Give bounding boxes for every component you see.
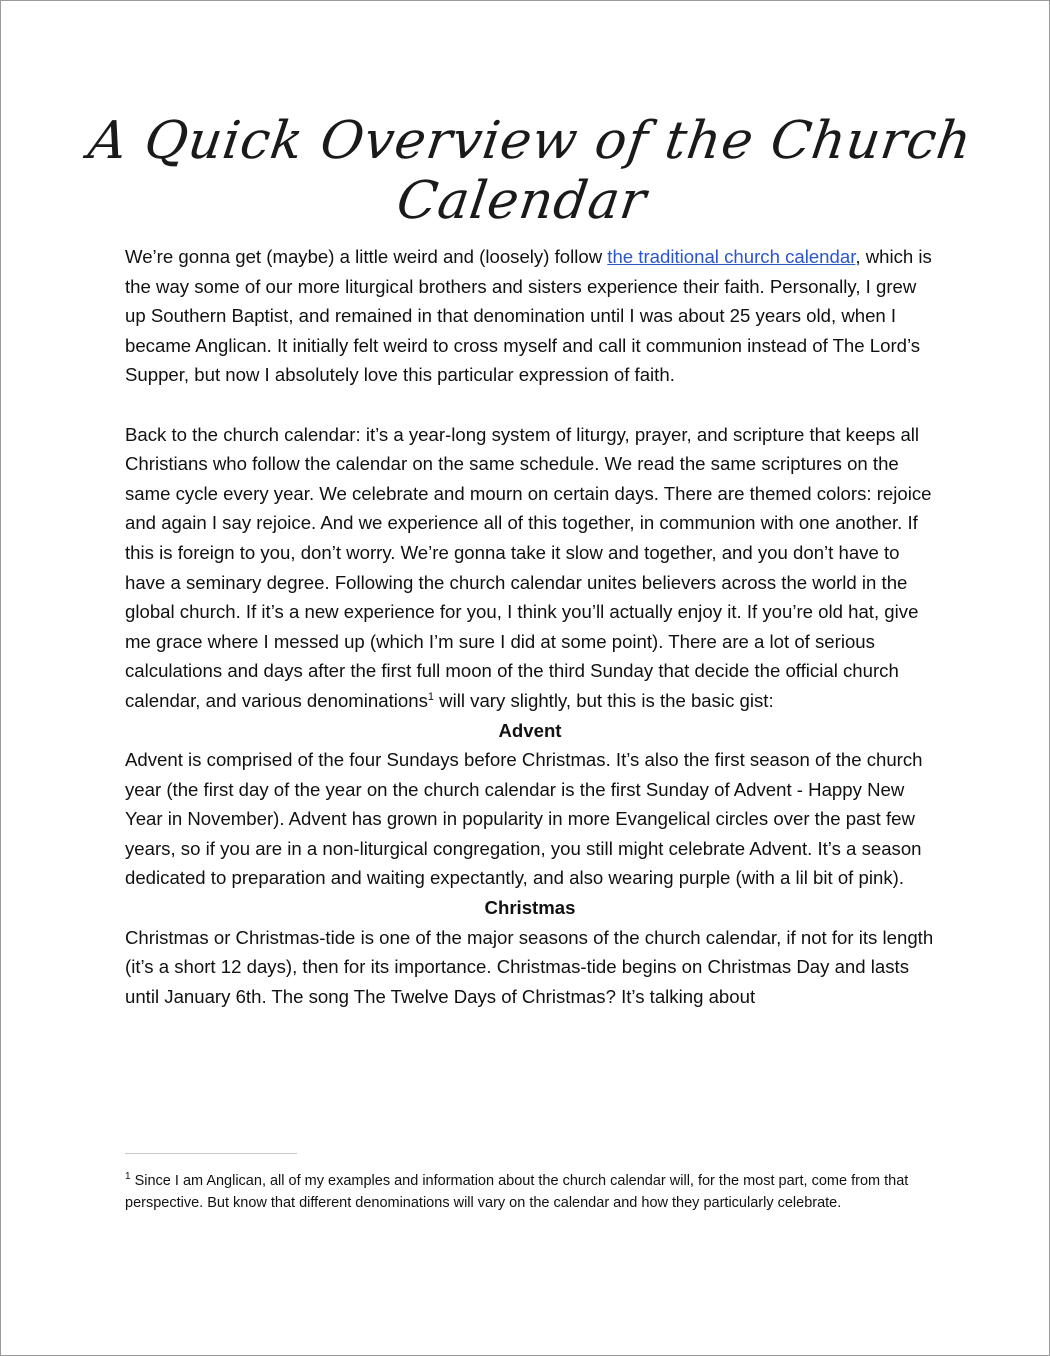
- advent-heading: Advent: [498, 719, 562, 741]
- christmas-heading: Christmas: [484, 897, 576, 919]
- intro-text-start: We’re gonna get (maybe) a little weird and (loosely) follow: [125, 246, 608, 267]
- footnote-divider: [125, 1153, 297, 1154]
- advent-paragraph: Advent is comprised of the four Sundays before Christmas. It’s also the first season of the church year (the first day of the year on the church calendar is the first Sunday of Advent - Happy New Year in November). Advent has grown in popularity in more Evangelical circles over the past few years, so if you are in a non-liturgical congregation, you still might celebrate Advent. It’s a season dedicated to preparation and waiting expectantly, and also wearing purple (with a lil bit of pink).: [125, 749, 923, 889]
- footnote-number: 1: [125, 1171, 131, 1183]
- page-title: A Quick Overview of the Church Calendar: [84, 111, 976, 231]
- overview-paragraph: [125, 420, 935, 716]
- church-calendar-link[interactable]: the traditional church calendar: [607, 246, 856, 267]
- overview-text-end: will vary slightly, but this is the basic gist:: [434, 689, 774, 711]
- footnote-text: Since I am Anglican, all of my examples and information about the church calendar will, for the most part, come from that perspective. But know that different denominations will vary on the calendar and how they particularly celebrate.: [125, 1173, 909, 1211]
- document-body: [125, 242, 935, 1011]
- overview-text-start: Back to the church calendar: it’s a year-long system of liturgy, prayer, and scripture that keeps all Christians who follow the calendar on the same schedule. We read the same scriptures on the same cycle every year. We celebrate and mourn on certain days. There are themed colors: rejoice and again I say rejoice. And we experience all of this together, in communion with one another. If this is foreign to you, don’t worry. We’re gonna take it slow and together, and you don’t have to have a seminary degree. Following the church calendar unites believers across the world in the global church. If it’s a new experience for you, I think you’ll actually enjoy it. If you’re old hat, give me grace where I messed up (which I’m sure I did at some point). There are a lot of serious calculations and days after the first full moon of the third Sunday that decide the official church calendar, and various denominations: [125, 423, 932, 711]
- footnote-reference[interactable]: 1: [427, 690, 434, 703]
- intro-text-end: , which is the way some of our more liturgical brothers and sisters experience their faith. Personally, I grew up Southern Baptist, and remained in that denomination until I was about 25 years old, when I became Anglican. It initially felt weird to cross myself and call it communion instead of The Lord’s Supper, but now I absolutely love this particular expression of faith.: [125, 246, 932, 386]
- footnote: [125, 1171, 925, 1214]
- christmas-paragraph: Christmas or Christmas-tide is one of the major seasons of the church calendar, if not for its length (it’s a short 12 days), then for its importance. Christmas-tide begins on Christmas Day and lasts until January 6th. The song The Twelve Days of Christmas? It’s talking about: [125, 926, 934, 1007]
- intro-paragraph: [125, 242, 935, 390]
